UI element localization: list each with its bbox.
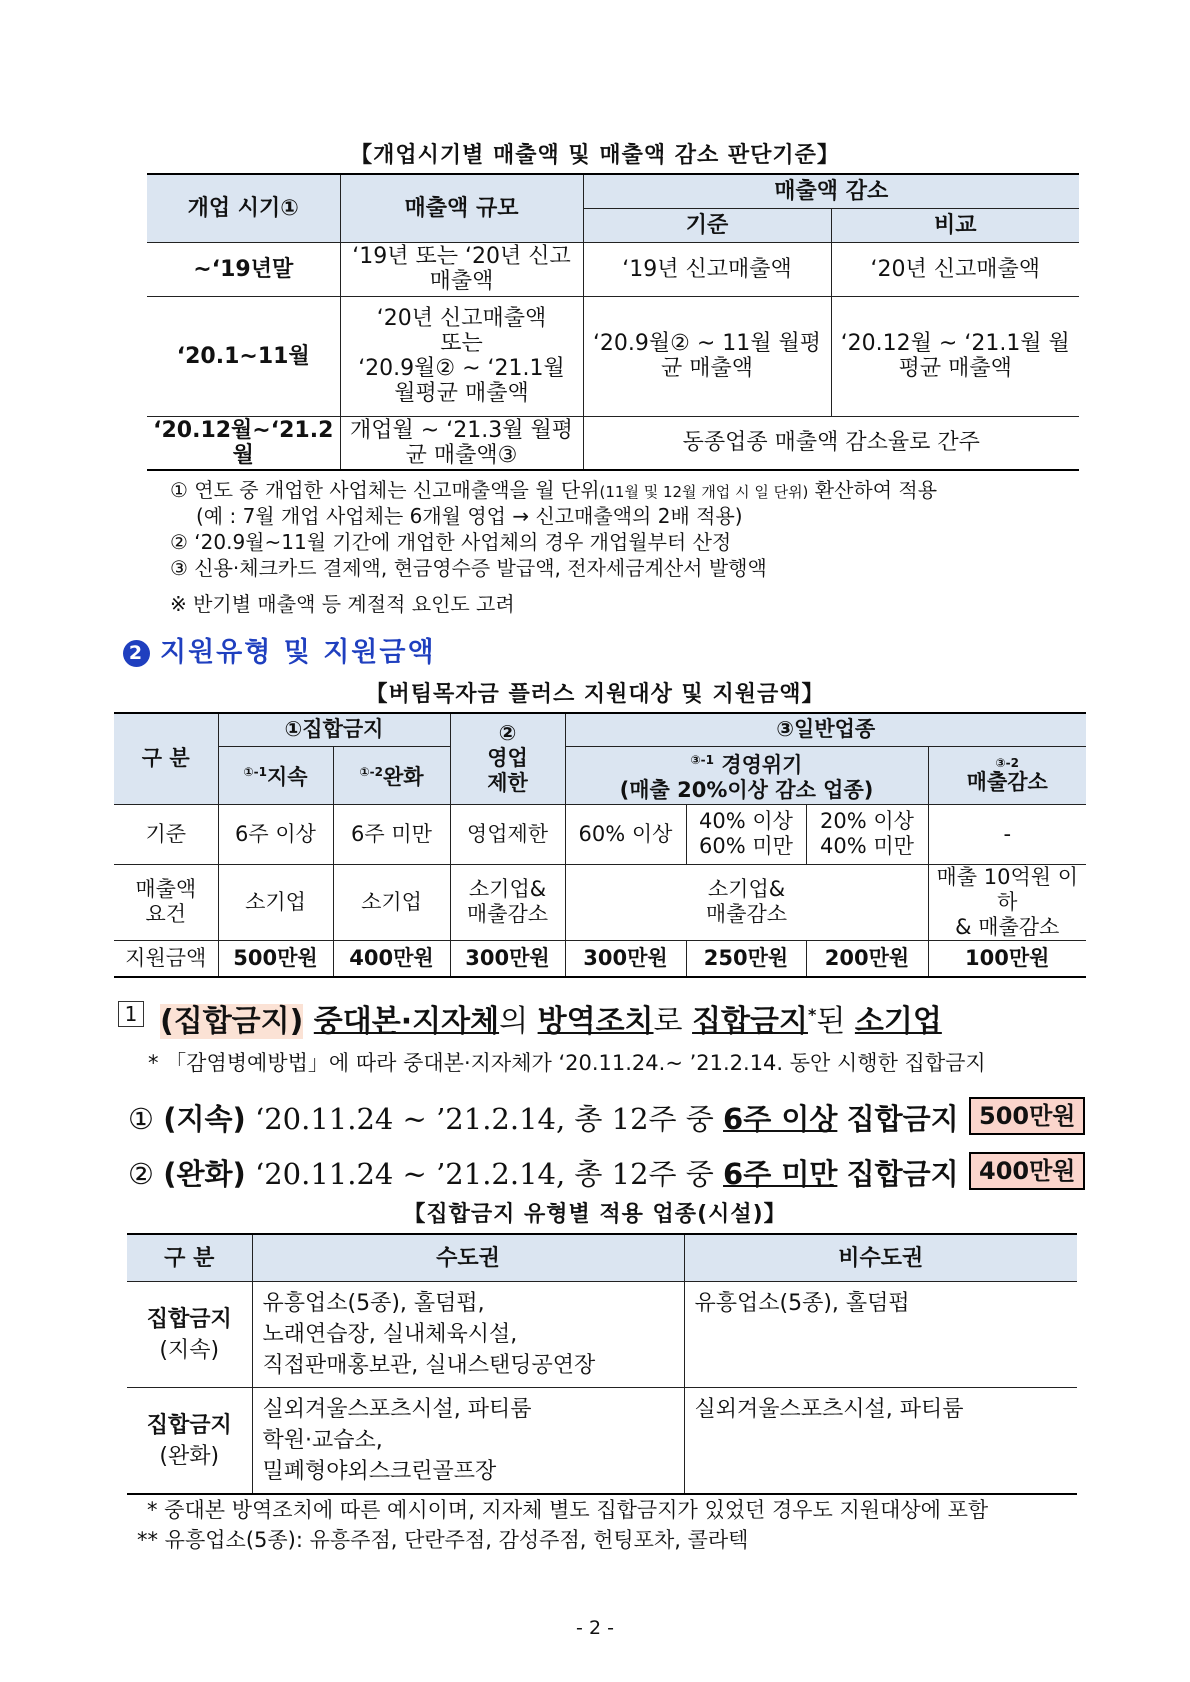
category-cell	[127, 1388, 252, 1495]
heading-text: 로	[653, 1004, 693, 1039]
heading-footnote: * 「감염병예방법」에 따라 중대본·지자체가 ‘20.11.24.~ ’21.2.14. 동안 시행한 집합금지	[148, 1051, 986, 1075]
item-relaxed	[128, 1152, 959, 1193]
cell	[686, 804, 806, 864]
table1-caption: 【개업시기별 매출액 및 매출액 감소 판단기준】	[350, 143, 840, 168]
header-sup: ①-2	[359, 765, 383, 779]
cell: -	[928, 804, 1086, 864]
facility-line: 실외겨울스포츠시설, 파티룸	[262, 1397, 532, 1422]
note-4: ※ 반기별 매출액 등 계절적 요인도 고려	[170, 592, 515, 616]
header-sup: ①-1	[243, 765, 267, 779]
facility-line: 직접판매홍보관, 실내스탠딩공연장	[262, 1353, 596, 1378]
scale-line: ‘20.9월② ~ ‘21.1월	[358, 356, 565, 381]
header-sub: (매출 20%이상 감소 업종)	[619, 777, 874, 802]
row-label-requirement	[114, 864, 218, 940]
header-gubun: 구 분	[127, 1234, 252, 1282]
note-3: ③ 신용·체크카드 결제액, 현금영수증 발급액, 전자세금계산서 발행액	[170, 556, 767, 580]
period-cell: ‘20.1~11월	[147, 296, 340, 416]
header-sales-decrease	[928, 746, 1086, 804]
header-business-restriction	[450, 713, 565, 804]
scale-line: 또는	[440, 331, 483, 356]
cell	[565, 864, 928, 940]
item-label: (지속)	[163, 1102, 246, 1136]
header-base: 기준	[583, 208, 831, 242]
header-line: 영업	[487, 746, 528, 771]
heading-text: 된	[816, 1004, 855, 1039]
cell-line: 매출 10억원 이하	[936, 864, 1078, 914]
header-ban-relaxed	[333, 746, 450, 804]
item-number: ②	[128, 1157, 154, 1191]
amount-badge: 400만원	[969, 1152, 1085, 1190]
base-cell: ‘20.9월② ~ 11월 월평균 매출액	[583, 296, 831, 416]
cell: 영업제한	[450, 804, 565, 864]
footnote-1: * 중대본 방역조치에 따른 예시이며, 지자체 별도 집합금지가 있었던 경우도 지원대상에 포함	[147, 1498, 989, 1522]
facility-line: 노래연습장, 실내체육시설,	[262, 1322, 518, 1347]
header-label: 매출감소	[966, 769, 1048, 794]
capital-cell	[252, 1388, 684, 1495]
header-opening-period: 개업 시기①	[147, 174, 340, 242]
row-label-amount: 지원금액	[114, 940, 218, 977]
heading-text: 집합금지	[692, 1004, 808, 1039]
cell	[450, 864, 565, 940]
cell-line: 60% 미만	[699, 834, 793, 858]
item-condition: 6주 미만	[723, 1157, 838, 1191]
scale-cell: ‘19년 또는 ‘20년 신고매출액	[340, 242, 583, 296]
cell	[928, 864, 1086, 940]
cell: 소기업	[218, 864, 333, 940]
header-label: 완화	[382, 765, 424, 789]
section-title: 지원유형 및 지원금액	[160, 637, 436, 668]
heading-text: 의	[499, 1004, 538, 1039]
scale-cell	[340, 296, 583, 416]
cell-line: & 매출감소	[955, 914, 1060, 939]
note-1-text: ① 연도 중 개업한 사업체는 신고매출액을 월 단위	[170, 478, 600, 502]
heading-text: 방역조치	[537, 1004, 654, 1039]
note-1-example: (예 : 7월 개업 사업체는 6개월 영업 → 신고매출액의 2배 적용)	[196, 504, 743, 528]
item-condition: 6주 이상	[723, 1102, 838, 1136]
category-sub: (완화)	[159, 1443, 220, 1469]
period-cell: ~‘19년말	[147, 242, 340, 296]
item-tail: 집합금지	[846, 1157, 959, 1191]
period-cell: ‘20.12월~‘21.2월	[147, 416, 340, 470]
page-number: - 2 -	[576, 1617, 614, 1639]
note-1-tail: 환산하여 적용	[808, 478, 938, 502]
header-gathering-ban: ①집합금지	[218, 713, 450, 746]
header-ban-continued	[218, 746, 333, 804]
heading-tag: (집합금지)	[160, 1004, 304, 1039]
cell: 소기업	[333, 864, 450, 940]
facility-line: 유흥업소(5종), 홀덤펍,	[262, 1291, 485, 1316]
table3-caption: 【집합금지 유형별 적용 업종(시설)】	[403, 1202, 787, 1227]
category-cell	[127, 1282, 252, 1388]
noncapital-cell: 유흥업소(5종), 홀덤펍	[684, 1282, 1077, 1388]
cell-line: 20% 이상	[820, 809, 914, 833]
heading-gathering-ban	[160, 996, 942, 1040]
cell	[806, 804, 928, 864]
support-amount-table	[114, 712, 1086, 978]
category-label: 집합금지	[146, 1306, 232, 1332]
cell-line: 매출감소	[466, 902, 549, 926]
table2-caption: 【버팀목자금 플러스 지원대상 및 지원금액】	[365, 682, 825, 707]
note-2: ② ‘20.9월~11월 기간에 개업한 사업체의 경우 개업월부터 산정	[170, 530, 732, 554]
facility-type-table	[127, 1233, 1077, 1495]
heading-text: 소기업	[854, 1004, 942, 1039]
scale-line: ‘20년 신고매출액	[376, 306, 547, 331]
header-sales-decrease: 매출액 감소	[583, 174, 1079, 208]
amount-cell: 300만원	[450, 940, 565, 977]
amount-badge: 500만원	[969, 1097, 1085, 1135]
compare-cell: ‘20.12월 ~ ‘21.1월 월평균 매출액	[831, 296, 1079, 416]
noncapital-cell: 실외겨울스포츠시설, 파티룸	[684, 1388, 1077, 1495]
category-sub: (지속)	[159, 1337, 220, 1363]
header-label: 경영위기	[721, 752, 803, 777]
item-continued	[128, 1097, 959, 1138]
cell-line: 매출감소	[705, 902, 788, 926]
heading-footnote-mark: *	[807, 1005, 817, 1024]
cell-line: 소기업&	[468, 877, 547, 901]
item-period: ‘20.11.24 ~ ’21.2.14, 총 12주 중	[254, 1102, 714, 1136]
item-period: ‘20.11.24 ~ ’21.2.14, 총 12주 중	[254, 1157, 714, 1191]
item-number: ①	[128, 1102, 154, 1136]
header-number: ②	[498, 721, 517, 746]
base-cell: ‘19년 신고매출액	[583, 242, 831, 296]
cell-line: 매출액	[135, 877, 197, 901]
header-label: 지속	[266, 765, 308, 789]
amount-cell: 100만원	[928, 940, 1086, 977]
cell: 6주 미만	[333, 804, 450, 864]
note-1-small: (11월 및 12월 개업 시 일 단위)	[599, 483, 809, 501]
header-compare: 비교	[831, 208, 1079, 242]
header-sup: ③-1	[690, 752, 715, 767]
amount-cell: 200만원	[806, 940, 928, 977]
section-number-badge: 2	[123, 640, 150, 667]
cell-line: 요건	[145, 902, 187, 926]
note-1	[170, 477, 1090, 505]
section-2-heading	[123, 630, 436, 669]
header-general-business: ③일반업종	[565, 713, 1086, 746]
cell: 60% 이상	[565, 804, 686, 864]
header-capital: 수도권	[252, 1234, 684, 1282]
sales-criteria-table	[147, 173, 1079, 471]
header-sales-scale: 매출액 규모	[340, 174, 583, 242]
amount-cell: 500만원	[218, 940, 333, 977]
header-line: 제한	[487, 771, 528, 796]
cell: 6주 이상	[218, 804, 333, 864]
row-label-base: 기준	[114, 804, 218, 864]
heading-number-box: 1	[118, 1001, 144, 1027]
header-gubun: 구 분	[114, 713, 218, 804]
amount-cell: 250만원	[686, 940, 806, 977]
footnote-2: ** 유흥업소(5종): 유흥주점, 단란주점, 감성주점, 헌팅포차, 콜라텍	[137, 1528, 749, 1552]
item-label: (완화)	[163, 1157, 246, 1191]
cell-line: 40% 이상	[699, 809, 793, 833]
header-noncapital: 비수도권	[684, 1234, 1077, 1282]
facility-line: 학원·교습소,	[262, 1428, 383, 1453]
item-tail: 집합금지	[846, 1102, 959, 1136]
compare-cell: ‘20년 신고매출액	[831, 242, 1079, 296]
facility-line: 밀폐형야외스크린골프장	[262, 1459, 497, 1484]
merged-cell: 동종업종 매출액 감소율로 간주	[583, 416, 1079, 470]
scale-line: 월평균 매출액	[394, 381, 529, 406]
header-business-crisis	[565, 746, 928, 804]
cell-line: 40% 미만	[820, 834, 914, 858]
category-label: 집합금지	[146, 1412, 232, 1438]
amount-cell: 400만원	[333, 940, 450, 977]
header-sup: ③-2	[995, 755, 1019, 770]
heading-text: 중대본·지자체	[313, 1004, 500, 1039]
scale-cell: 개업월 ~ ‘21.3월 월평균 매출액③	[340, 416, 583, 470]
capital-cell	[252, 1282, 684, 1388]
amount-cell: 300만원	[565, 940, 686, 977]
cell-line: 소기업&	[707, 877, 786, 901]
